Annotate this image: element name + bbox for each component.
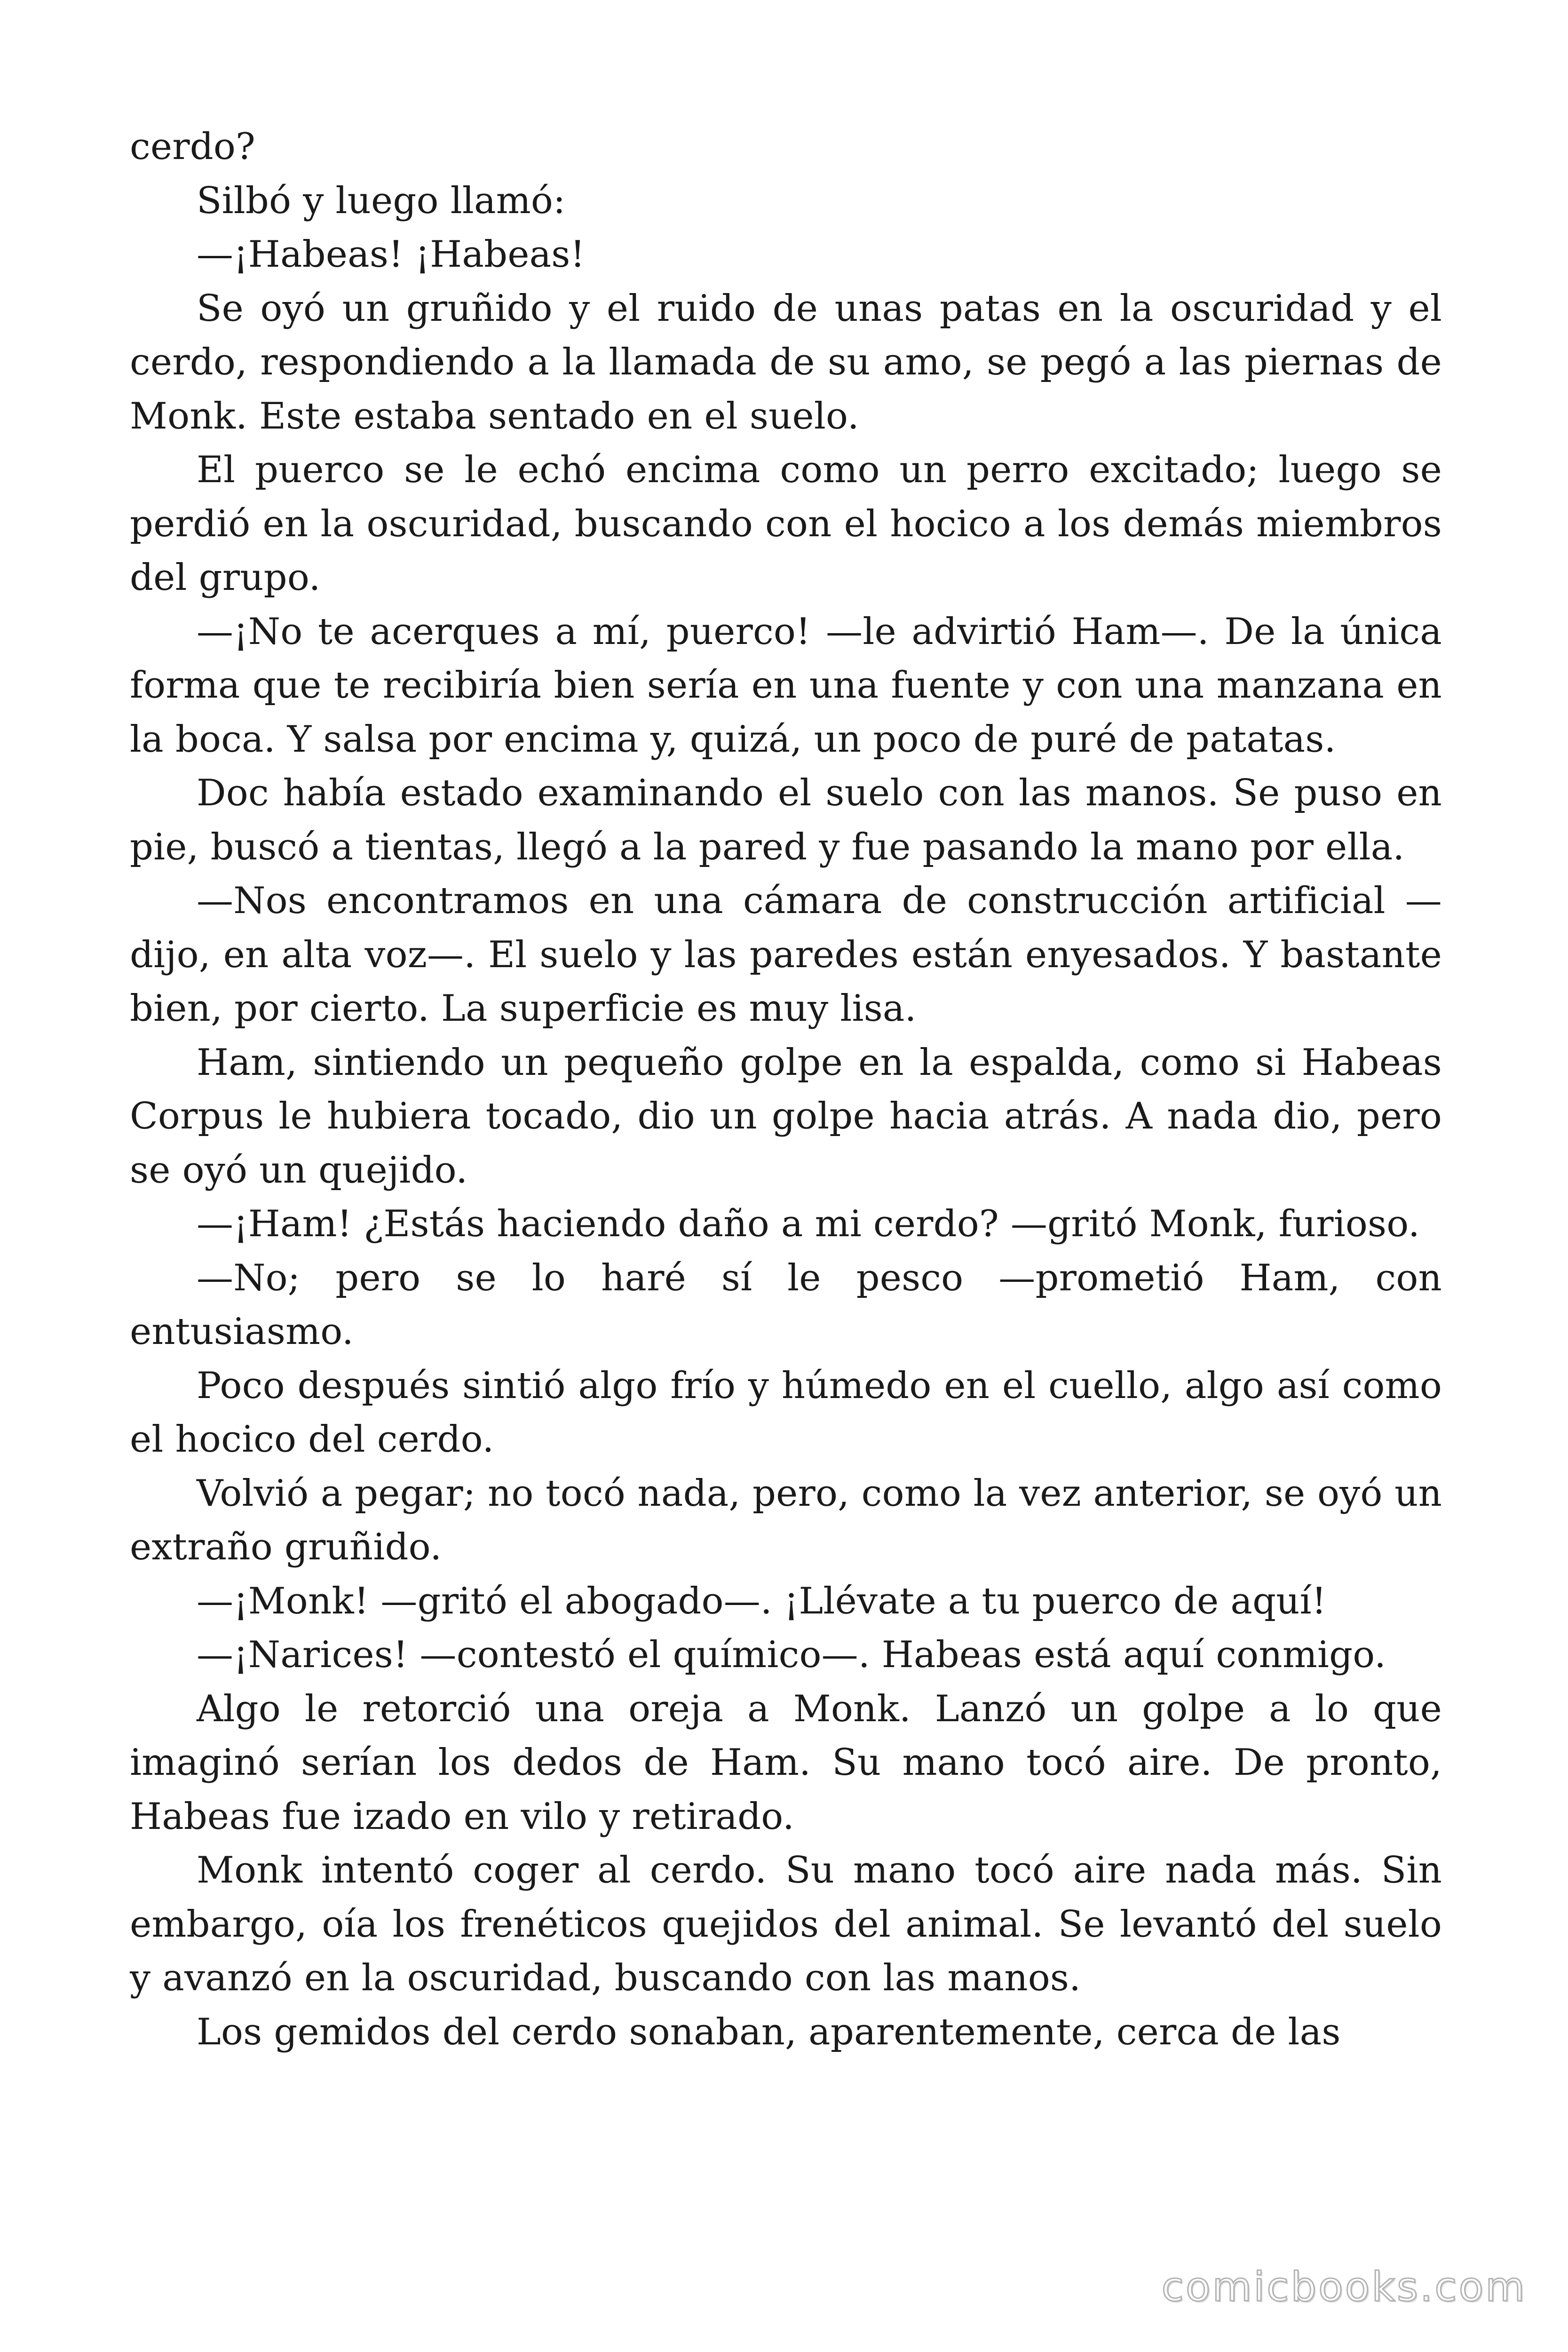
paragraph: Volvió a pegar; no tocó nada, pero, como la vez anterior, se oyó un extraño gruñido. [130,1472,1442,1568]
paragraph: —¡Ham! ¿Estás haciendo daño a mi cerdo? —gritó Monk, furioso. [197,1203,1420,1245]
paragraph: —¡Narices! —contestó el químico—. Habeas está aquí conmigo. [197,1634,1386,1676]
paragraph: Los gemidos del cerdo sonaban, aparentemente, cerca de las [197,2010,1341,2053]
paragraph: —No; pero se lo haré sí le pesco —prometió Ham, con entusiasmo. [130,1256,1442,1353]
paragraph: Monk intentó coger al cerdo. Su mano tocó aire nada más. Sin embargo, oía los frenéticos quejidos del animal. Se levantó del suelo y avanzó en la oscuridad, buscando con las manos. [130,1849,1442,1999]
paragraph: —¡Monk! —gritó el abogado—. ¡Llévate a tu puerco de aquí! [197,1580,1327,1622]
page-body [130,120,1442,2059]
paragraph: —Nos encontramos en una cámara de construcción artificial —dijo, en alta voz—. El suelo y las paredes están enyesados. Y bastante bien, por cierto. La superficie es muy lisa. [130,880,1442,1030]
paragraph: Se oyó un gruñido y el ruido de unas patas en la oscuridad y el cerdo, respondiendo a la llamada de su amo, se pegó a las piernas de Monk. Este estaba sentado en el suelo. [130,287,1442,437]
paragraph: —¡Habeas! ¡Habeas! [197,233,586,276]
paragraph: El puerco se le echó encima como un perro excitado; luego se perdió en la oscuridad, buscando con el hocico a los demás miembros del grupo. [130,449,1442,599]
watermark-logo: comicbooks.com [1161,2264,1527,2311]
paragraph: cerdo? [130,126,256,168]
paragraph: —¡No te acerques a mí, puerco! —le advirtió Ham—. De la única forma que te recibiría bien sería en una fuente y con una manzana en la boca. Y salsa por encima y, quizá, un poco de puré de patatas. [130,610,1442,761]
paragraph: Silbó y luego llamó: [197,179,566,222]
paragraph: Poco después sintió algo frío y húmedo en el cuello, algo así como el hocico del cerdo. [130,1364,1442,1461]
paragraph: Doc había estado examinando el suelo con las manos. Se puso en pie, buscó a tientas, llegó a la pared y fue pasando la mano por ella. [130,772,1442,868]
paragraph: Ham, sintiendo un pequeño golpe en la espalda, como si Habeas Corpus le hubiera tocado, dio un golpe hacia atrás. A nada dio, pero se oyó un quejido. [130,1041,1442,1192]
paragraph: Algo le retorció una oreja a Monk. Lanzó un golpe a lo que imaginó serían los dedos de Ham. Su mano tocó aire. De pronto, Habeas fue izado en vilo y retirado. [130,1687,1442,1838]
